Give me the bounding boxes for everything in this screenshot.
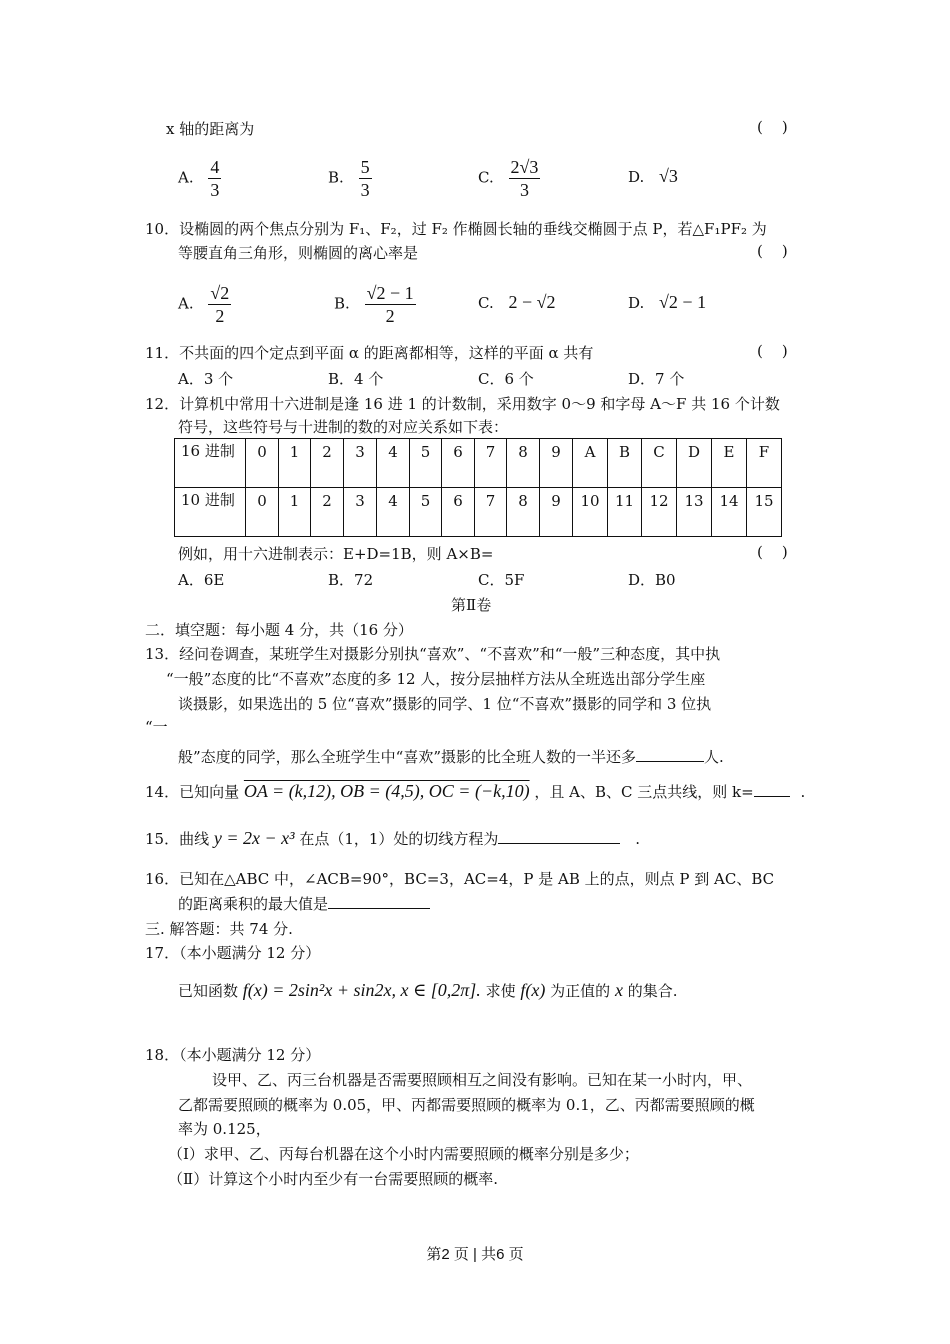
q16-line2: 的距离乘积的最大值是 — [178, 892, 430, 914]
table-cell: 8 — [507, 439, 540, 488]
q11-option-b: B．4 个 — [328, 370, 384, 388]
q16-line1: 16．已知在△ABC 中，∠ACB=90°，BC=3，AC=4，P 是 AB 上的点，则点 P 到 AC、BC — [145, 870, 775, 888]
q10-option-c: C. 2 − √2 — [478, 292, 556, 312]
q13-line3: 谈摄影，如果选出的 5 位“喜欢”摄影的同学、1 位“不喜欢”摄影的同学和 3 位执 — [178, 695, 712, 713]
table-cell: 1 — [279, 488, 311, 537]
q16-answer-blank[interactable] — [328, 892, 430, 909]
table-row-hex — [175, 439, 782, 488]
q12-option-a: A．6E — [178, 571, 225, 589]
table-cell: D — [677, 439, 712, 488]
q12-answer-paren: ( ) — [757, 543, 788, 561]
q9-option-c: C. $\frac{2√3}{3}$ — [478, 157, 539, 200]
q11-option-c: C．6 个 — [478, 370, 534, 388]
q12-option-b: B．72 — [328, 571, 374, 589]
table-cell: 3 — [344, 488, 377, 537]
q12-option-d: D．B0 — [628, 571, 676, 589]
table-cell: 0 — [246, 439, 279, 488]
table-cell: 14 — [712, 488, 747, 537]
table-cell: A — [573, 439, 608, 488]
q10-answer-paren: ( ) — [757, 242, 788, 260]
q10-option-d: D. √2 − 1 — [628, 292, 707, 312]
q15-curve-formula: y = 2x − x³ — [213, 828, 295, 848]
q9-option-d: D. √3 — [628, 166, 678, 186]
q9-option-a: A. $\frac{4}{3}$ — [178, 157, 220, 200]
table-cell: 15 — [747, 488, 782, 537]
q18-line3: 率为 0.125， — [178, 1120, 271, 1138]
table-cell: 5 — [410, 439, 442, 488]
table-cell: 4 — [377, 439, 410, 488]
q13-answer-blank[interactable] — [636, 745, 704, 762]
q14-vector-formula: OA = (k,12), OB = (4,5), OC = (−k,10) — [243, 781, 530, 801]
page-footer: 第2 页 | 共6 页 — [426, 1246, 524, 1263]
q13-line4: “一 — [145, 718, 168, 736]
table-cell: 5 — [410, 488, 442, 537]
table-cell: 6 — [442, 439, 475, 488]
q9-tail: x 轴的距离为 — [166, 120, 255, 138]
q17-function-formula: f(x) = 2sin²x + sin2x, x ∈ [0,2π]. — [242, 980, 481, 1000]
q14-line: 14．已知向量 OA = (k,12), OB = (4,5), OC = (−k,10) ，且 A、B、C 三点共线，则 k= . — [145, 781, 806, 801]
table-row-head: 10 进制 — [175, 488, 246, 537]
q10-line1: 10．设椭圆的两个焦点分别为 F₁、F₂，过 F₂ 作椭圆长轴的垂线交椭圆于点 P，若△F₁PF₂ 为 — [145, 220, 767, 238]
table-cell: 9 — [540, 488, 573, 537]
q18-line1: 设甲、乙、丙三台机器是否需要照顾相互之间没有影响。已知在某一小时内，甲、 — [212, 1071, 753, 1089]
section3-heading: 三. 解答题：共 74 分. — [145, 920, 293, 938]
q17-head: 17．（本小题满分 12 分） — [145, 944, 321, 962]
q11-option-a: A．3 个 — [178, 370, 234, 388]
q18-head: 18．（本小题满分 12 分） — [145, 1046, 321, 1064]
table-cell: 7 — [475, 488, 507, 537]
q17-text: 已知函数 f(x) = 2sin²x + sin2x, x ∈ [0,2π]. 求使 f(x) 为正值的 x 的集合. — [178, 980, 678, 1000]
q11-answer-paren: ( ) — [757, 342, 788, 360]
q9-answer-paren: ( ) — [757, 118, 788, 136]
table-cell: 10 — [573, 488, 608, 537]
table-cell: 7 — [475, 439, 507, 488]
q18-line2: 乙都需要照顾的概率为 0.05，甲、丙都需要照顾的概率为 0.1，乙、丙都需要照顾的概 — [178, 1096, 755, 1114]
table-cell: 1 — [279, 439, 311, 488]
table-cell: C — [642, 439, 677, 488]
q9-option-b: B. $\frac{5}{3}$ — [328, 157, 370, 200]
q11-option-d: D．7 个 — [628, 370, 685, 388]
q13-line2: “一般”态度的比“不喜欢”态度的多 12 人，按分层抽样方法从全班选出部分学生座 — [166, 670, 706, 688]
q18-part1: （Ⅰ）求甲、乙、丙每台机器在这个小时内需要照顾的概率分别是多少； — [168, 1145, 639, 1163]
hex-decimal-table — [174, 438, 782, 537]
table-row-head: 16 进制 — [175, 439, 246, 488]
table-cell: 6 — [442, 488, 475, 537]
table-cell: 9 — [540, 439, 573, 488]
table-cell: F — [747, 439, 782, 488]
q12-example: 例如，用十六进制表示：E+D=1B，则 A×B= — [178, 545, 494, 563]
q13-line1: 13．经问卷调查，某班学生对摄影分别执“喜欢”、“不喜欢”和“一般”三种态度，其中执 — [145, 645, 721, 663]
q13-line5: 般”态度的同学，那么全班学生中“喜欢”摄影的比全班人数的一半还多 人. — [178, 745, 724, 767]
table-cell: E — [712, 439, 747, 488]
table-cell: 13 — [677, 488, 712, 537]
q10-line2: 等腰直角三角形，则椭圆的离心率是 — [178, 244, 419, 262]
q12-line2: 符号，这些符号与十进制的数的对应关系如下表： — [178, 418, 509, 436]
q10-option-a: A. $\frac{√2}{2}$ — [178, 283, 230, 326]
q10-option-b: B. $\frac{√2 - 1}{2}$ — [334, 283, 414, 326]
table-row-decimal — [175, 488, 782, 537]
q11-text: 11．不共面的四个定点到平面 α 的距离都相等，这样的平面 α 共有 — [145, 344, 594, 362]
q15-answer-blank[interactable] — [498, 827, 620, 844]
q15-line: 15．曲线 y = 2x − x³ 在点（1，1）处的切线方程为 . — [145, 828, 640, 848]
part2-title: 第Ⅱ卷 — [451, 596, 492, 614]
q12-option-c: C．5F — [478, 571, 525, 589]
table-cell: 3 — [344, 439, 377, 488]
table-cell: 11 — [608, 488, 642, 537]
table-cell: B — [608, 439, 642, 488]
section2-heading: 二．填空题：每小题 4 分，共（16 分） — [145, 621, 413, 639]
q12-line1: 12．计算机中常用十六进制是逢 16 进 1 的计数制，采用数字 0～9 和字母 A～F 共 16 个计数 — [145, 395, 780, 413]
table-cell: 2 — [311, 488, 344, 537]
table-cell: 4 — [377, 488, 410, 537]
table-cell: 0 — [246, 488, 279, 537]
table-cell: 2 — [311, 439, 344, 488]
q14-answer-blank[interactable] — [754, 780, 790, 797]
table-cell: 12 — [642, 488, 677, 537]
table-cell: 8 — [507, 488, 540, 537]
q18-part2: （Ⅱ）计算这个小时内至少有一台需要照顾的概率. — [168, 1170, 498, 1188]
